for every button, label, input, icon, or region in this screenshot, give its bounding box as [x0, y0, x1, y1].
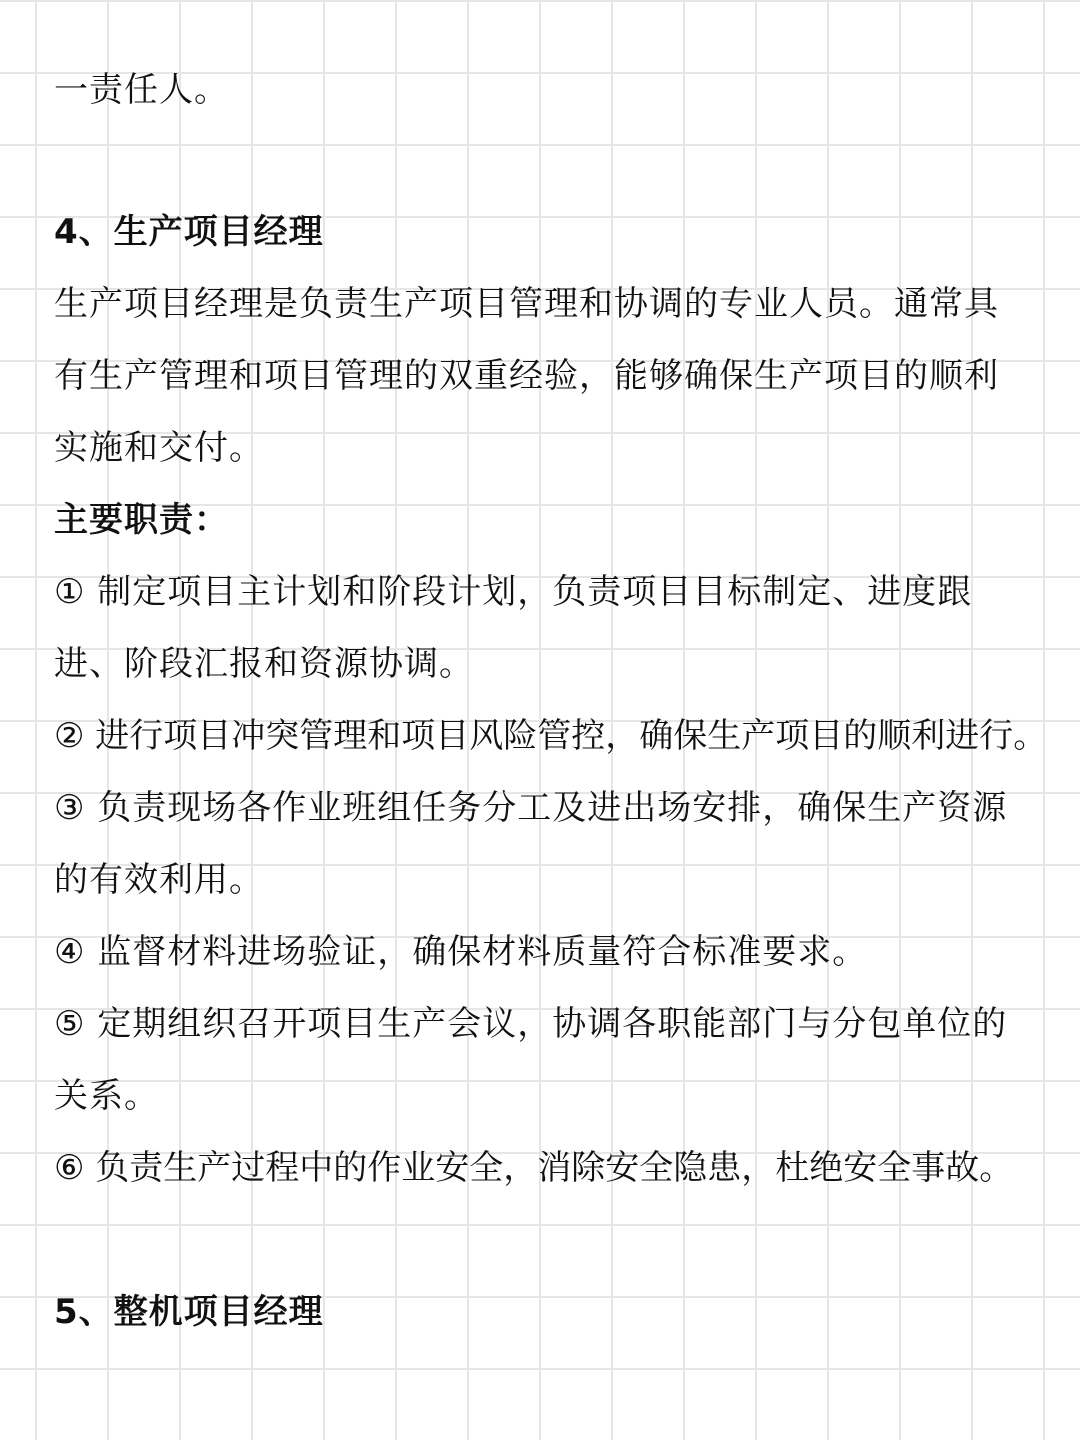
- duty-item-3: ③ 负责现场各作业班组任务分工及进出场安排，确保生产资源: [54, 788, 1008, 828]
- duty-item-5-cont: 关系。: [54, 1076, 159, 1116]
- paragraph-line: 实施和交付。: [54, 428, 264, 468]
- duty-item-2: ② 进行项目冲突管理和项目风险管控，确保生产项目的顺利进行。: [54, 716, 1048, 756]
- duty-item-1: ① 制定项目主计划和阶段计划，负责项目目标制定、进度跟: [54, 572, 973, 612]
- paragraph-line: 生产项目经理是负责生产项目管理和协调的专业人员。通常具: [54, 284, 999, 324]
- duty-item-6: ⑥ 负责生产过程中的作业安全，消除安全隐患，杜绝安全事故。: [54, 1148, 1014, 1188]
- duty-item-3-cont: 的有效利用。: [54, 860, 264, 900]
- section-heading-4: 4、生产项目经理: [54, 212, 324, 252]
- duties-label: 主要职责：: [54, 500, 229, 540]
- duty-item-4: ④ 监督材料进场验证，确保材料质量符合标准要求。: [54, 932, 868, 972]
- paragraph-line: 有生产管理和项目管理的双重经验，能够确保生产项目的顺利: [54, 356, 999, 396]
- text-line: 一责任人。: [54, 70, 229, 110]
- duty-item-1-cont: 进、阶段汇报和资源协调。: [54, 644, 474, 684]
- section-heading-5: 5、整机项目经理: [54, 1292, 324, 1332]
- duty-item-5: ⑤ 定期组织召开项目生产会议，协调各职能部门与分包单位的: [54, 1004, 1008, 1044]
